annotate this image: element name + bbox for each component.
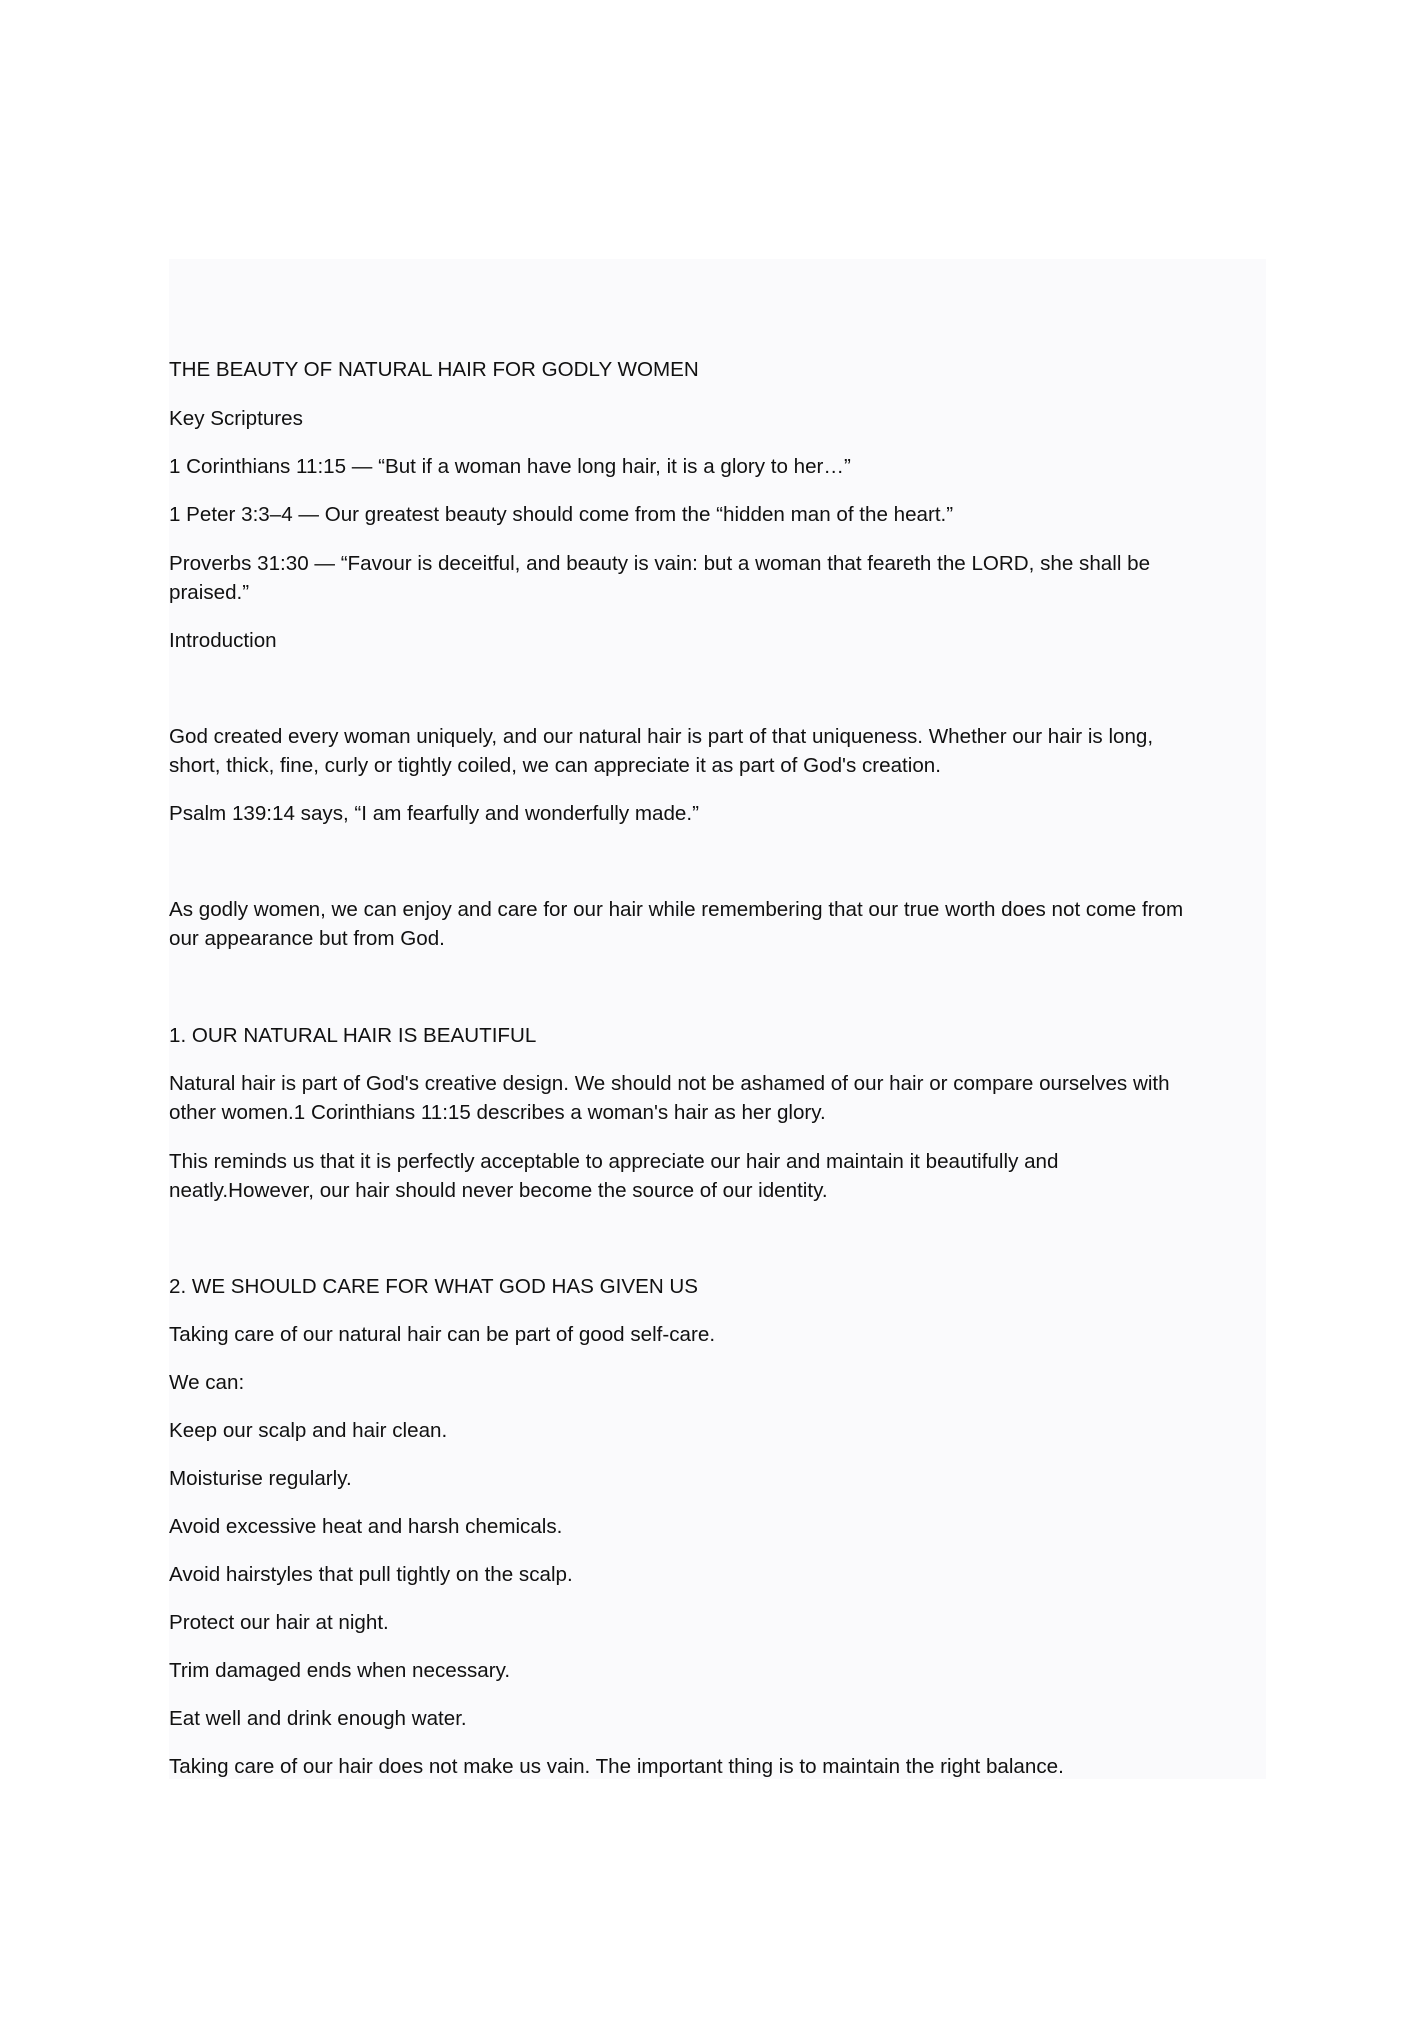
section-2-list-intro: We can:: [169, 1371, 245, 1394]
intro-paragraph-2: Psalm 139:14 says, “I am fearfully and wonderfully made.”: [169, 802, 699, 825]
care-item: Avoid excessive heat and harsh chemicals.: [169, 1515, 563, 1538]
scripture-3-line-1: Proverbs 31:30 — “Favour is deceitful, and beauty is vain: but a woman that feareth the LORD, she shall be: [169, 552, 1151, 575]
section-1-paragraph-1-line-1: Natural hair is part of God's creative design. We should not be ashamed of our hair or compare ourselves with: [169, 1072, 1170, 1095]
care-item: Avoid hairstyles that pull tightly on the scalp.: [169, 1563, 573, 1586]
section-1-paragraph-2-line-1: This reminds us that it is perfectly acceptable to appreciate our hair and maintain it beautifully and: [169, 1150, 1059, 1173]
section-2-heading: 2. WE SHOULD CARE FOR WHAT GOD HAS GIVEN US: [169, 1275, 699, 1298]
scripture-2: 1 Peter 3:3–4 — Our greatest beauty should come from the “hidden man of the heart.”: [169, 503, 954, 526]
document-title: THE BEAUTY OF NATURAL HAIR FOR GODLY WOMEN: [169, 358, 699, 381]
section-1-paragraph-2-line-2: neatly.However, our hair should never become the source of our identity.: [169, 1179, 828, 1202]
scripture-3-line-2: praised.”: [169, 581, 250, 604]
care-item: Keep our scalp and hair clean.: [169, 1419, 448, 1442]
intro-paragraph-1-line-2: short, thick, fine, curly or tightly coiled, we can appreciate it as part of God's creation.: [169, 754, 941, 777]
scripture-1: 1 Corinthians 11:15 — “But if a woman have long hair, it is a glory to her…”: [169, 455, 851, 478]
intro-paragraph-1-line-1: God created every woman uniquely, and our natural hair is part of that uniqueness. Whether our hair is long,: [169, 725, 1154, 748]
care-item: Trim damaged ends when necessary.: [169, 1659, 511, 1682]
section-1-paragraph-1-line-2: other women.1 Corinthians 11:15 describes a woman's hair as her glory.: [169, 1101, 826, 1124]
section-2-closing: Taking care of our hair does not make us vain. The important thing is to maintain the right balance.: [169, 1755, 1064, 1778]
care-item: Protect our hair at night.: [169, 1611, 389, 1634]
key-scriptures-heading: Key Scriptures: [169, 407, 303, 430]
section-1-heading: 1. OUR NATURAL HAIR IS BEAUTIFUL: [169, 1024, 537, 1047]
introduction-heading: Introduction: [169, 629, 277, 652]
care-item: Eat well and drink enough water.: [169, 1707, 467, 1730]
section-2-paragraph-1: Taking care of our natural hair can be part of good self-care.: [169, 1323, 716, 1346]
document-body-background: [169, 259, 1266, 1779]
intro-paragraph-3-line-1: As godly women, we can enjoy and care for our hair while remembering that our true worth does not come from: [169, 898, 1184, 921]
care-item: Moisturise regularly.: [169, 1467, 352, 1490]
intro-paragraph-3-line-2: our appearance but from God.: [169, 927, 445, 950]
